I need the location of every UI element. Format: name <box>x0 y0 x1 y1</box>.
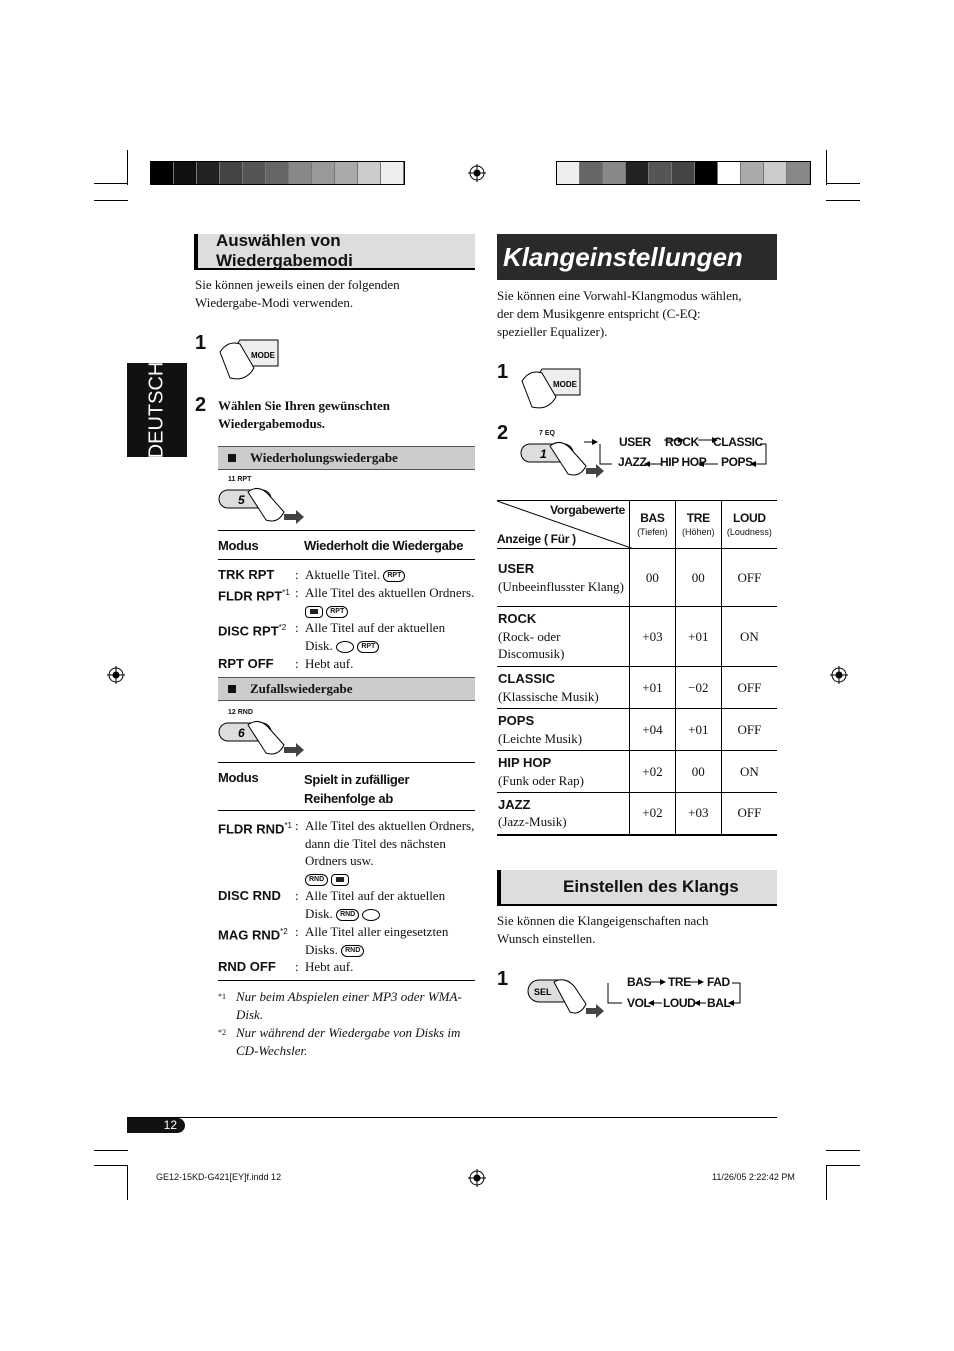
sound-setting-label: VOL <box>627 996 651 1010</box>
bullet-square-icon <box>228 454 236 462</box>
button-caption: 7 EQ <box>539 430 555 437</box>
registration-target-icon <box>107 666 125 684</box>
sound-setting-label: FAD <box>707 975 730 989</box>
rnd-icon: RND <box>336 909 359 921</box>
mode-row: FLDR RPT$^{*1}$ : Alle Titel des aktuellen Ordners. RPT <box>218 584 475 620</box>
table-row: JAZZ (Jazz-Musik) +02 +03 OFF <box>497 793 777 835</box>
registration-target-icon <box>468 1169 486 1187</box>
mode-row: DISC RPT$^{*2}$ : Alle Titel auf der aktuellen Disk. RPT <box>218 620 446 653</box>
table-row: ROCK (Rock- oder Discomusik) +03 +01 ON <box>497 607 777 667</box>
subsection-bar-repeat: Wiederholungswiedergabe <box>218 446 475 470</box>
column-header-description: Wiederholt die Wiedergabe <box>304 538 464 553</box>
registration-target-icon <box>468 164 486 182</box>
subsection-bar-random: Zufallswiedergabe <box>218 677 475 701</box>
mode-row: RPT OFF : Hebt auf. <box>218 656 354 671</box>
sound-setting-label: TRE <box>668 975 691 989</box>
crop-mark <box>94 183 128 184</box>
footnote: *1 Nur beim Abspielen einer MP3 oder WMA-Disk. <box>218 989 462 1022</box>
column-header-loud: LOUD (Loudness) <box>721 501 777 549</box>
svg-text:SEL: SEL <box>534 987 552 997</box>
eq-mode-label: JAZZ <box>618 455 647 469</box>
sound-setting-label: BAL <box>707 996 731 1010</box>
step-number: 1 <box>497 968 509 990</box>
eq-mode-label: POPS <box>721 455 753 469</box>
eq-mode-label: CLASSIC <box>713 435 763 449</box>
crop-mark <box>826 200 860 201</box>
rnd-button-icon <box>218 717 308 759</box>
svg-text:MODE: MODE <box>553 380 577 389</box>
disc-icon <box>362 909 380 921</box>
color-bar-left <box>150 161 405 185</box>
rpt-icon: RPT <box>383 570 405 582</box>
eq-mode-label: USER <box>619 435 651 449</box>
sel-button-icon <box>520 974 616 1022</box>
eq-mode-label: ROCK <box>665 435 699 449</box>
rpt-icon: RPT <box>326 606 348 618</box>
bullet-square-icon <box>228 685 236 693</box>
button-caption: 11 RPT <box>228 476 252 483</box>
crop-mark <box>826 150 827 185</box>
column-header-mode: Modus <box>218 538 259 553</box>
column-header-bas: BAS (Tiefen) <box>630 501 676 549</box>
folder-icon <box>305 606 323 618</box>
section-heading-playback-modes: Auswählen von Wiedergabemodi <box>194 234 475 270</box>
disc-icon <box>336 641 354 653</box>
rpt-button-icon <box>218 484 308 526</box>
table-corner-cell: Vorgabewerte Anzeige ( Für ) <box>497 501 630 549</box>
section-heading-sound: Klangeinstellungen <box>497 234 777 280</box>
step-number: 1 <box>497 361 509 383</box>
mode-row: RND OFF : Hebt auf. <box>218 959 354 974</box>
mode-row: TRK RPT : Aktuelle Titel. RPT <box>218 566 475 584</box>
crop-mark <box>94 200 128 201</box>
rnd-icon: RND <box>341 945 364 957</box>
rpt-icon: RPT <box>357 641 379 653</box>
file-info: GE12-15KD-G421[EY]f.indd 12 <box>156 1172 282 1182</box>
step-instruction: Wählen Sie Ihren gewünschten Wiedergabemodus. <box>218 398 391 431</box>
sound-setting-label: LOUD <box>663 996 696 1010</box>
timestamp: 11/26/05 2:22:42 PM <box>712 1172 795 1182</box>
svg-text:MODE: MODE <box>251 351 275 360</box>
crop-mark <box>127 150 128 185</box>
step-number: 1 <box>195 332 207 354</box>
mode-row: MAG RND$^{*2}$ : Alle Titel aller eingesetzten Disks. RND <box>218 924 449 957</box>
intro-text: Sie können eine Vorwahl-Klangmodus wählen, der dem Musikgenre entspricht (C-EQ: spezieller Equalizer). <box>497 288 742 339</box>
svg-text:1: 1 <box>540 447 547 461</box>
column-header-tre: TRE (Höhen) <box>675 501 721 549</box>
svg-text:5: 5 <box>238 493 245 507</box>
section-heading-adjust-sound: Einstellen des Klangs <box>497 870 777 906</box>
crop-mark <box>127 1165 128 1200</box>
mode-button-icon <box>218 338 282 382</box>
button-caption: 12 RND <box>228 709 253 716</box>
column-header-mode: Modus <box>218 770 259 785</box>
step-number: 2 <box>497 422 509 444</box>
eq-mode-label: HIP HOP <box>660 455 707 469</box>
intro-text: Sie können jeweils einen der folgenden Wiedergabe-Modi verwenden. <box>195 277 400 310</box>
svg-text:6: 6 <box>238 726 245 740</box>
step-number: 2 <box>195 394 207 416</box>
crop-mark <box>826 183 860 184</box>
folder-icon <box>331 874 349 886</box>
footnote: *2 Nur während der Wiedergabe von Disks im CD-Wechsler. <box>218 1025 461 1058</box>
mode-button-icon <box>520 367 584 411</box>
language-tab: DEUTSCH <box>127 363 187 457</box>
sound-setting-label: BAS <box>627 975 652 989</box>
table-row: HIP HOP (Funk oder Rap) +02 00 ON <box>497 751 777 793</box>
crop-mark <box>826 1165 827 1200</box>
mode-row: DISC RND : Alle Titel auf der aktuellen Disk. RND <box>218 888 446 921</box>
crop-mark <box>94 1150 128 1151</box>
mode-row: FLDR RND$^{*1}$ : Alle Titel des aktuellen Ordners, dann die Titel des nächsten Ordners usw. RND <box>218 817 475 889</box>
crop-mark <box>826 1165 860 1166</box>
page-number: 12 <box>127 1118 185 1133</box>
crop-mark <box>94 1165 128 1166</box>
table-row: USER (Unbeeinflusster Klang) 00 00 OFF <box>497 549 777 607</box>
column-header-description: Spielt in zufälliger Reihenfolge ab <box>304 772 410 806</box>
rnd-icon: RND <box>305 874 328 886</box>
intro-text: Sie können die Klangeigenschaften nach Wunsch einstellen. <box>497 913 709 946</box>
table-row: CLASSIC (Klassische Musik) +01 −02 OFF <box>497 667 777 709</box>
registration-target-icon <box>830 666 848 684</box>
table-row: POPS (Leichte Musik) +04 +01 OFF <box>497 709 777 751</box>
crop-mark <box>826 1150 860 1151</box>
eq-preset-table <box>497 500 777 836</box>
color-bar-right <box>556 161 811 185</box>
